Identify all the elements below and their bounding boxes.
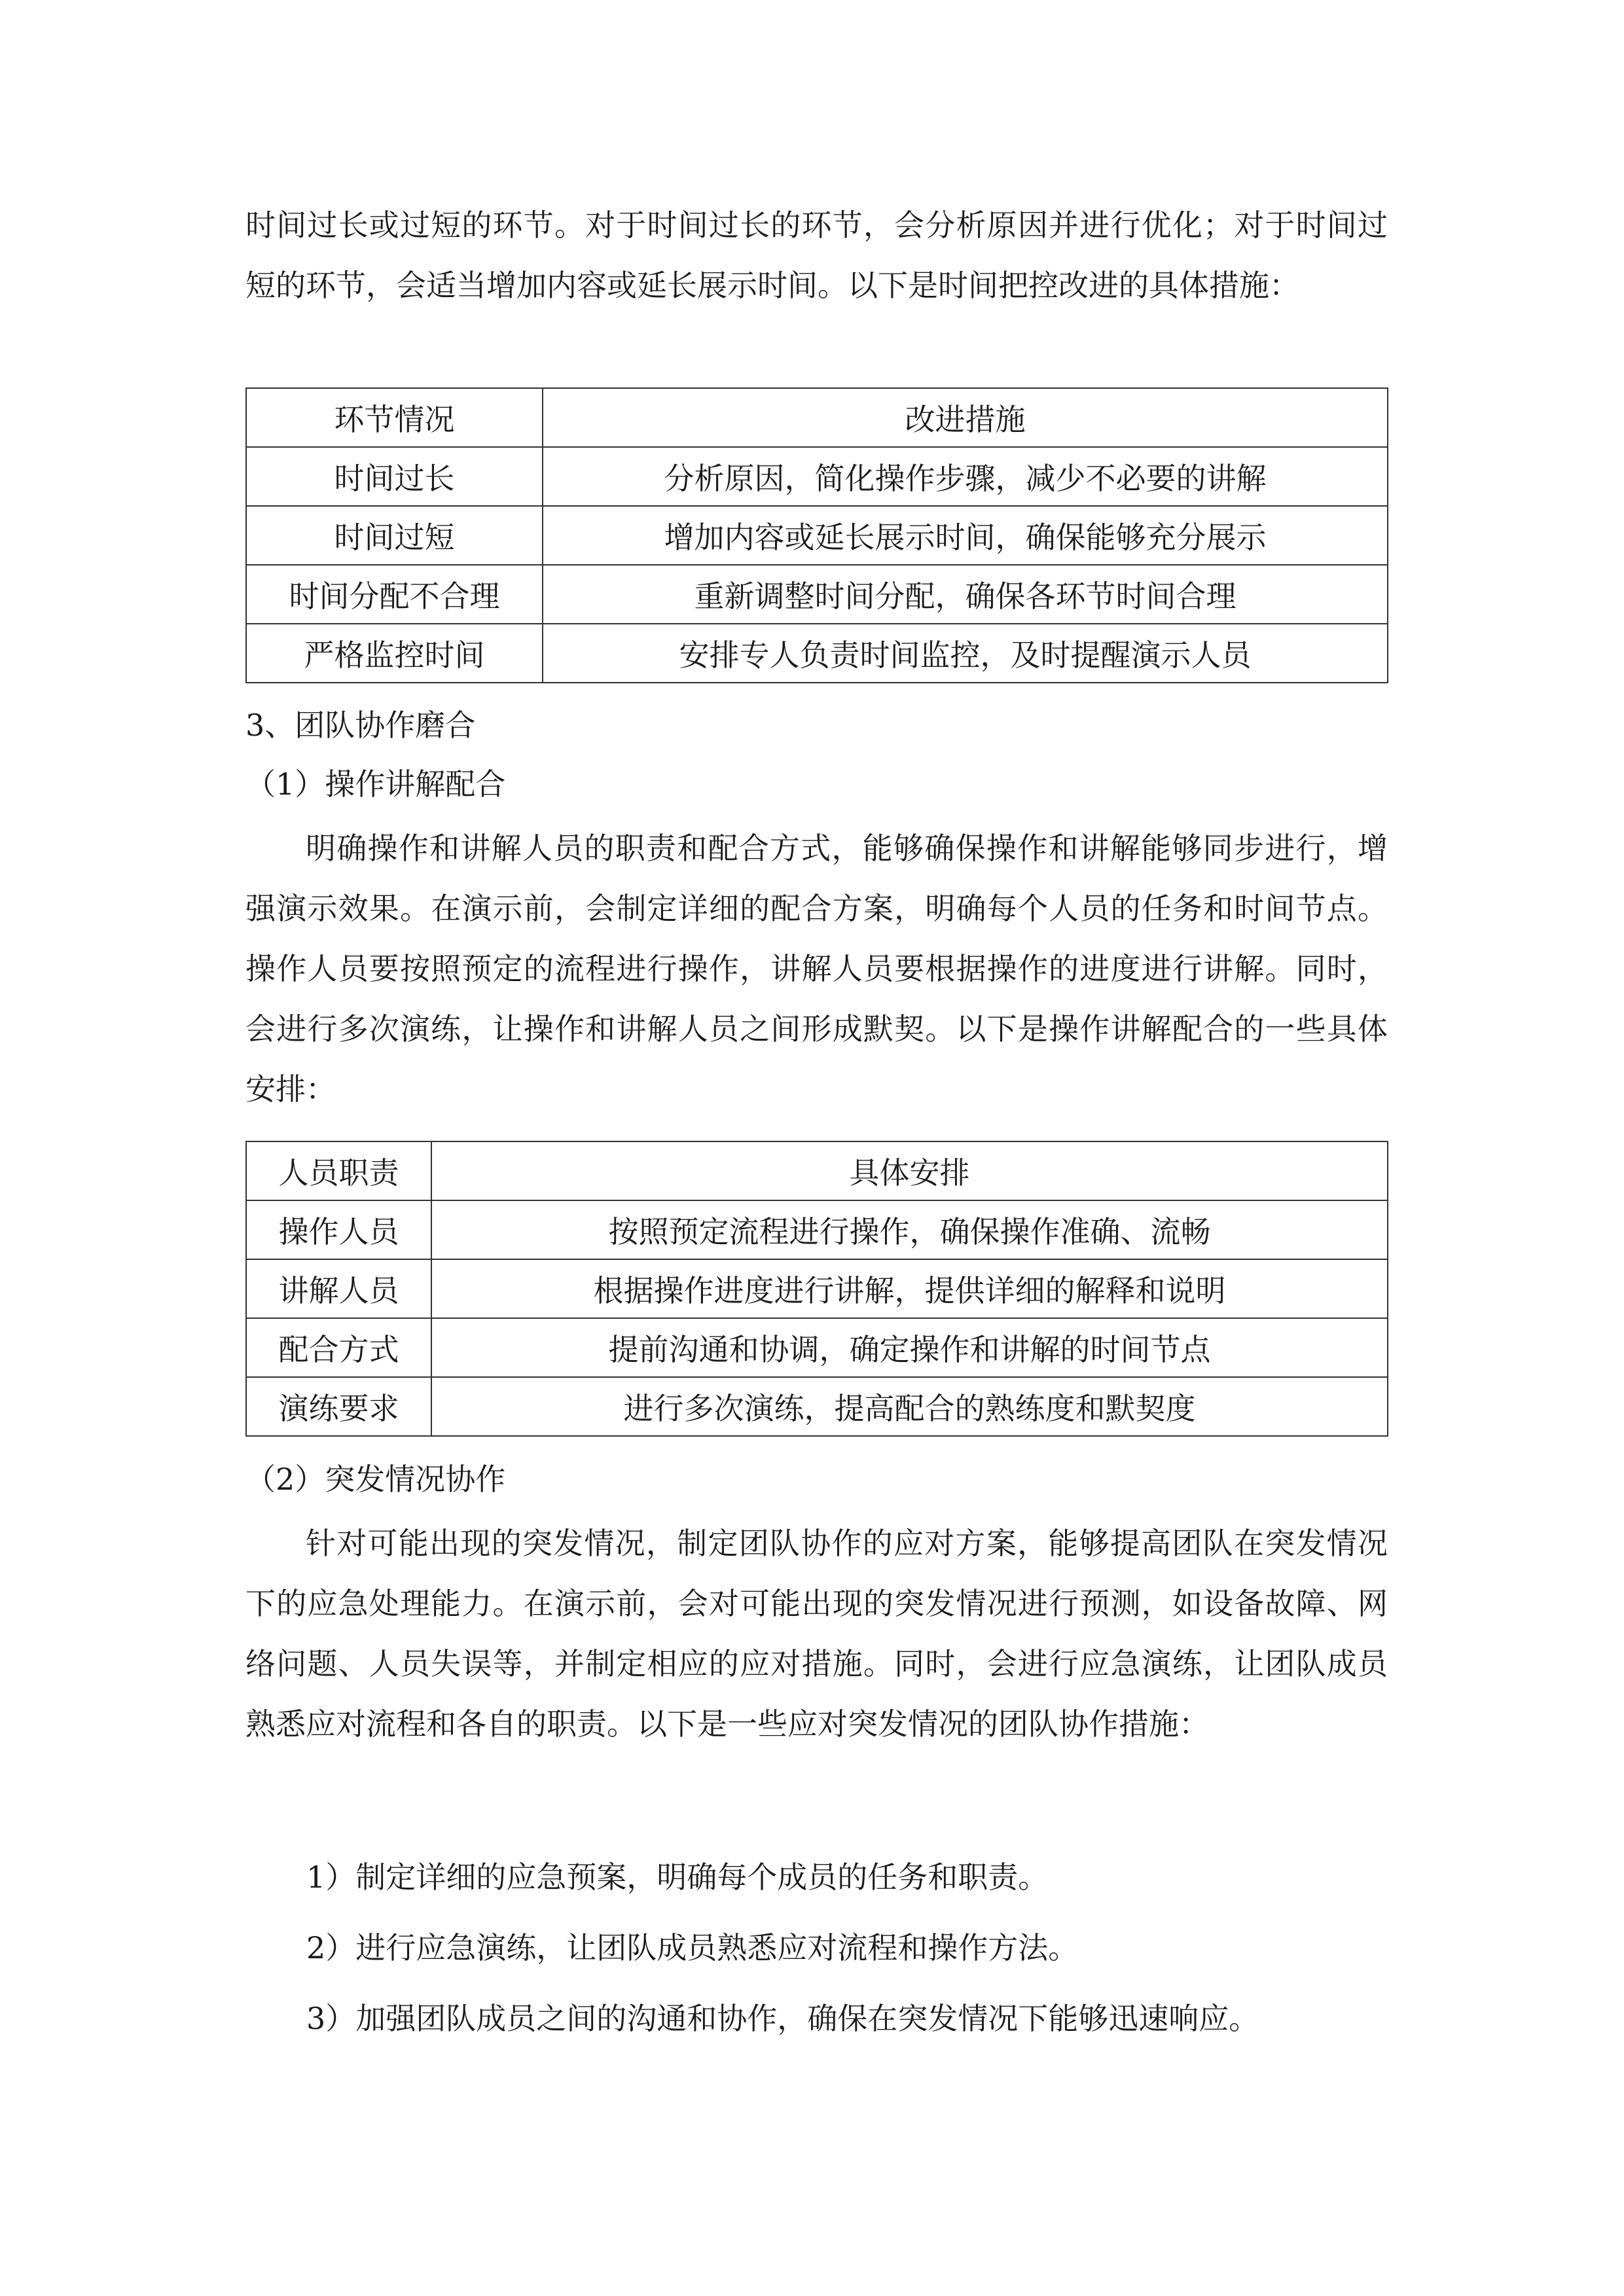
table-cell: 提前沟通和协调，确定操作和讲解的时间节点 bbox=[431, 1318, 1388, 1377]
table-header-row bbox=[246, 388, 1388, 447]
emergency-paragraph: 针对可能出现的突发情况，制定团队协作的应对方案，能够提高团队在突发情况下的应急处理能力。在演示前，会对可能出现的突发情况进行预测，如设备故障、网络问题、人员失误等，并制定相应的应对措施。同时，会进行应急演练，让团队成员熟悉应对流程和各自的职责。以下是一些应对突发情况的团队协作措施： bbox=[245, 1526, 1388, 1742]
section-heading: 3、团队协作磨合 bbox=[245, 708, 476, 743]
subsection-heading-2: （2）突发情况协作 bbox=[245, 1462, 506, 1497]
table-row bbox=[246, 565, 1388, 624]
table-row bbox=[246, 624, 1388, 683]
table-header-cell: 具体安排 bbox=[431, 1141, 1388, 1200]
table-cell: 讲解人员 bbox=[246, 1259, 431, 1318]
table-cell: 严格监控时间 bbox=[246, 624, 543, 683]
table-cell: 配合方式 bbox=[246, 1318, 431, 1377]
table-row bbox=[246, 1318, 1388, 1377]
table-row bbox=[246, 447, 1388, 506]
table-cell: 按照预定流程进行操作，确保操作准确、流畅 bbox=[431, 1200, 1388, 1259]
table-row bbox=[246, 1377, 1388, 1436]
table-row bbox=[246, 506, 1388, 565]
subsection-heading-1: （1）操作讲解配合 bbox=[245, 766, 506, 802]
table-header-cell: 改进措施 bbox=[543, 388, 1388, 447]
list-item: 2）进行应急演练，让团队成员熟悉应对流程和操作方法。 bbox=[306, 1930, 1079, 1965]
table-cell: 分析原因，简化操作步骤，减少不必要的讲解 bbox=[543, 447, 1388, 506]
table-cell: 时间过短 bbox=[246, 506, 543, 565]
table-header-cell: 环节情况 bbox=[246, 388, 543, 447]
table-cell: 重新调整时间分配，确保各环节时间合理 bbox=[543, 565, 1388, 624]
intro-paragraph: 时间过长或过短的环节。对于时间过长的环节，会分析原因并进行优化；对于时间过短的环节，会适当增加内容或延长展示时间。以下是时间把控改进的具体措施： bbox=[245, 207, 1388, 303]
list-item: 1）制定详细的应急预案，明确每个成员的任务和职责。 bbox=[306, 1859, 1049, 1895]
table-row bbox=[246, 1200, 1388, 1259]
coordination-paragraph: 明确操作和讲解人员的职责和配合方式，能够确保操作和讲解能够同步进行，增强演示效果。在演示前，会制定详细的配合方案，明确每个人员的任务和时间节点。操作人员要按照预定的流程进行操作，讲解人员要根据操作的进度进行讲解。同时，会进行多次演练，让操作和讲解人员之间形成默契。以下是操作讲解配合的一些具体安排： bbox=[245, 831, 1388, 1107]
table-header-cell: 人员职责 bbox=[246, 1141, 431, 1200]
table-cell: 增加内容或延长展示时间，确保能够充分展示 bbox=[543, 506, 1388, 565]
table-header-row bbox=[246, 1141, 1388, 1200]
table-cell: 进行多次演练，提高配合的熟练度和默契度 bbox=[431, 1377, 1388, 1436]
table-cell: 演练要求 bbox=[246, 1377, 431, 1436]
roles-table bbox=[245, 1141, 1388, 1437]
table-row bbox=[246, 1259, 1388, 1318]
time-control-table bbox=[245, 387, 1388, 683]
table-cell: 时间分配不合理 bbox=[246, 565, 543, 624]
table-cell: 安排专人负责时间监控，及时提醒演示人员 bbox=[543, 624, 1388, 683]
table-cell: 时间过长 bbox=[246, 447, 543, 506]
list-item: 3）加强团队成员之间的沟通和协作，确保在突发情况下能够迅速响应。 bbox=[306, 2001, 1259, 2036]
table-cell: 操作人员 bbox=[246, 1200, 431, 1259]
table-cell: 根据操作进度进行讲解，提供详细的解释和说明 bbox=[431, 1259, 1388, 1318]
